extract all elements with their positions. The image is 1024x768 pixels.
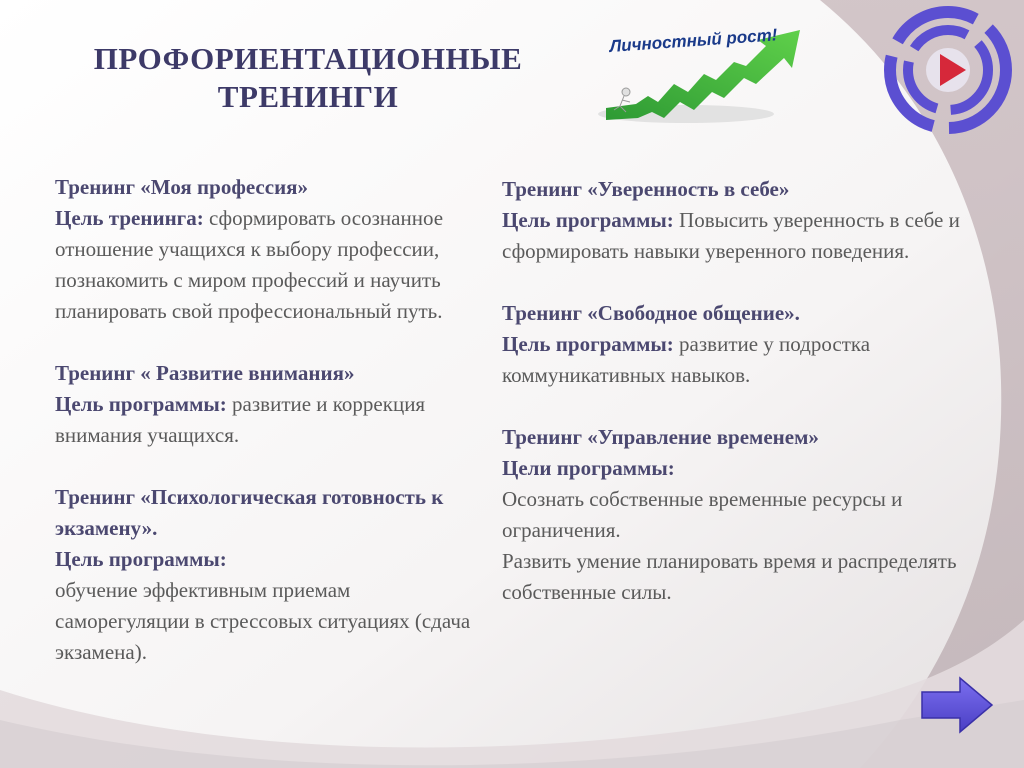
goal-label: Цель программы: <box>55 392 227 416</box>
training-title: Тренинг «Управление временем» <box>502 425 819 449</box>
training-block <box>502 422 992 608</box>
training-title: Тренинг « Развитие внимания» <box>55 361 355 385</box>
personal-growth-logo <box>596 22 832 130</box>
training-block <box>502 174 992 267</box>
next-slide-button[interactable] <box>918 674 996 736</box>
training-block <box>55 172 475 327</box>
arrow-right-icon <box>922 678 992 732</box>
training-title: Тренинг «Уверенность в себе» <box>502 177 790 201</box>
training-block <box>55 358 475 451</box>
goal-label: Цель программы: <box>502 208 674 232</box>
training-title: Тренинг «Свободное общение». <box>502 301 800 325</box>
goal-text: развитие и коррекция внимания учащихся. <box>55 392 426 447</box>
goal-text: Развить умение планировать время и распределять собственные силы. <box>502 549 957 604</box>
goal-label: Цели программы: <box>502 456 675 480</box>
brand-logo <box>880 6 1014 134</box>
goal-label: Цель программы: <box>502 332 674 356</box>
goal-label: Цель тренинга: <box>55 206 204 230</box>
training-title: Тренинг «Психологическая готовность к экзамену». <box>55 485 444 540</box>
goal-text: сформировать осознанное отношение учащихся к выбору профессии, познакомить с миром профессий и научить планировать свой профессиональный путь. <box>55 206 444 323</box>
slide-title <box>48 40 568 116</box>
goal-label: Цель программы: <box>55 547 227 571</box>
training-block <box>502 298 992 391</box>
growth-logo-text: Личностный рост! <box>608 25 778 56</box>
training-title: Тренинг «Моя профессия» <box>55 175 309 199</box>
goal-text: развитие у подростка коммуникативных навыков. <box>502 332 871 387</box>
title-line-1: ПРОФОРИЕНТАЦИОННЫЕ <box>93 41 523 76</box>
left-column <box>55 172 475 668</box>
goal-text: Повысить уверенность в себе и сформировать навыки уверенного поведения. <box>502 208 960 263</box>
title-line-2: ТРЕНИНГИ <box>217 79 399 114</box>
goal-text: обучение эффективным приемам саморегуляции в стрессовых ситуациях (сдача экзамена). <box>55 578 471 664</box>
right-column <box>502 174 992 608</box>
training-block <box>55 482 475 668</box>
goal-text: Осознать собственные временные ресурсы и ограничения. <box>502 487 903 542</box>
